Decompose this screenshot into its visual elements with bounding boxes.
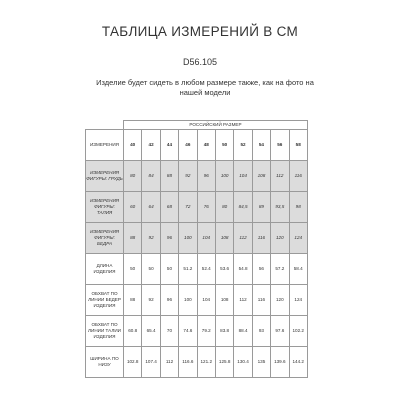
table-row	[86, 254, 308, 285]
table-row	[86, 285, 308, 316]
measurement-cell: 96	[197, 161, 215, 192]
measurement-cell: 80	[215, 192, 233, 223]
row-label: ДЛИНА ИЗДЕЛИЯ	[86, 254, 124, 285]
measurement-cell: 84,5	[234, 192, 252, 223]
row-label: ИЗМЕРЕНИЯ ФИГУРЫ: ТАЛИЯ	[86, 192, 124, 223]
measurement-cell: 83.8	[215, 316, 233, 347]
measurement-cell: 93	[252, 316, 270, 347]
measurement-cell: 112	[234, 223, 252, 254]
table-row	[86, 316, 308, 347]
measurement-cell: 116	[252, 285, 270, 316]
row-label: ШИРИНА ПО НИЗУ	[86, 347, 124, 378]
measurement-cell: 102.2	[289, 316, 307, 347]
group-header: РОССИЙСКИЙ РАЗМЕР	[124, 121, 308, 130]
measurement-cell: 96	[160, 285, 178, 316]
measurement-cell: 108	[215, 285, 233, 316]
measurement-cell: 104	[197, 223, 215, 254]
measurement-cell: 116	[289, 161, 307, 192]
measurement-cell: 53.6	[215, 254, 233, 285]
measurement-cell: 50	[142, 254, 160, 285]
measurement-cell: 50	[160, 254, 178, 285]
measurement-cell: 104	[234, 161, 252, 192]
measurement-cell: 124	[289, 285, 307, 316]
article-code: D56.105	[182, 57, 218, 67]
measurement-cell: 100	[215, 161, 233, 192]
size-cell: 44	[160, 130, 178, 161]
measurement-cell: 88	[160, 161, 178, 192]
page-title: ТАБЛИЦА ИЗМЕРЕНИЙ В СМ	[101, 24, 299, 39]
measurement-cell: 60.8	[124, 316, 142, 347]
table-row	[86, 161, 308, 192]
measurement-cell: 92	[142, 285, 160, 316]
measurement-cell: 102.8	[124, 347, 142, 378]
measurement-cell: 130.4	[234, 347, 252, 378]
measurement-cell: 88.4	[234, 316, 252, 347]
measurement-cell: 51.2	[179, 254, 197, 285]
measurement-cell: 116.6	[179, 347, 197, 378]
measurement-cell: 96	[160, 223, 178, 254]
size-row-label: ИЗМЕРЕНИЯ	[86, 130, 124, 161]
table-corner-cell	[86, 121, 124, 130]
measurement-cell: 98	[289, 192, 307, 223]
size-cell: 58	[289, 130, 307, 161]
measurement-cell: 58.4	[289, 254, 307, 285]
measurement-cell: 56	[252, 254, 270, 285]
table-row	[86, 192, 308, 223]
measurement-cell: 72	[179, 192, 197, 223]
size-cell: 50	[215, 130, 233, 161]
size-cell: 56	[271, 130, 289, 161]
measurement-cell: 125.8	[215, 347, 233, 378]
row-label: ИЗМЕРЕНИЯ ФИГУРЫ: БЕДРА	[86, 223, 124, 254]
size-cell: 42	[142, 130, 160, 161]
measurement-cell: 112	[160, 347, 178, 378]
table-group-header-row	[86, 121, 308, 130]
measurement-cell: 120	[271, 285, 289, 316]
row-label: ОБХВАТ ПО ЛИНИИ ТАЛИИ ИЗДЕЛИЯ	[86, 316, 124, 347]
measurement-cell: 108	[215, 223, 233, 254]
size-cell: 48	[197, 130, 215, 161]
measurement-cell: 89	[252, 192, 270, 223]
measurement-cell: 112	[271, 161, 289, 192]
measurement-cell: 124	[289, 223, 307, 254]
size-cell: 52	[234, 130, 252, 161]
measurement-cell: 108	[252, 161, 270, 192]
measurement-cell: 92	[179, 161, 197, 192]
size-row	[86, 130, 308, 161]
measurement-cell: 93,5	[271, 192, 289, 223]
measurement-cell: 112	[234, 285, 252, 316]
size-cell: 46	[179, 130, 197, 161]
row-label: ОБХВАТ ПО ЛИНИИ БЕДЕР ИЗДЕЛИЯ	[86, 285, 124, 316]
measurement-cell: 70	[160, 316, 178, 347]
measurement-cell: 104	[197, 285, 215, 316]
measurement-cell: 57.2	[271, 254, 289, 285]
measurement-cell: 120	[271, 223, 289, 254]
measurement-cell: 88	[124, 285, 142, 316]
measurement-cell: 97.6	[271, 316, 289, 347]
measurement-cell: 60	[124, 192, 142, 223]
measurement-cell: 76	[197, 192, 215, 223]
measurement-cell: 107.4	[142, 347, 160, 378]
size-table	[85, 120, 308, 378]
measurement-cell: 139.6	[271, 347, 289, 378]
measurement-cell: 135	[252, 347, 270, 378]
measurement-cell: 79.2	[197, 316, 215, 347]
measurement-cell: 100	[179, 285, 197, 316]
measurement-cell: 88	[124, 223, 142, 254]
measurement-cell: 65.4	[142, 316, 160, 347]
measurement-cell: 84	[142, 161, 160, 192]
table-row	[86, 347, 308, 378]
measurement-cell: 68	[160, 192, 178, 223]
size-cell: 40	[124, 130, 142, 161]
measurement-cell: 50	[124, 254, 142, 285]
measurement-cell: 121.2	[197, 347, 215, 378]
measurement-cell: 74.6	[179, 316, 197, 347]
row-label: ИЗМЕРЕНИЯ ФИГУРЫ: ГРУДЬ	[86, 161, 124, 192]
fit-note: Изделие будет сидеть в любом размере также, как на фото на нашей модели	[96, 78, 314, 97]
measurement-cell: 52.4	[197, 254, 215, 285]
measurement-cell: 92	[142, 223, 160, 254]
measurement-cell: 144.2	[289, 347, 307, 378]
measurement-cell: 80	[124, 161, 142, 192]
size-cell: 54	[252, 130, 270, 161]
measurement-cell: 54.8	[234, 254, 252, 285]
measurement-cell: 64	[142, 192, 160, 223]
measurement-cell: 100	[179, 223, 197, 254]
measurement-cell: 116	[252, 223, 270, 254]
table-row	[86, 223, 308, 254]
